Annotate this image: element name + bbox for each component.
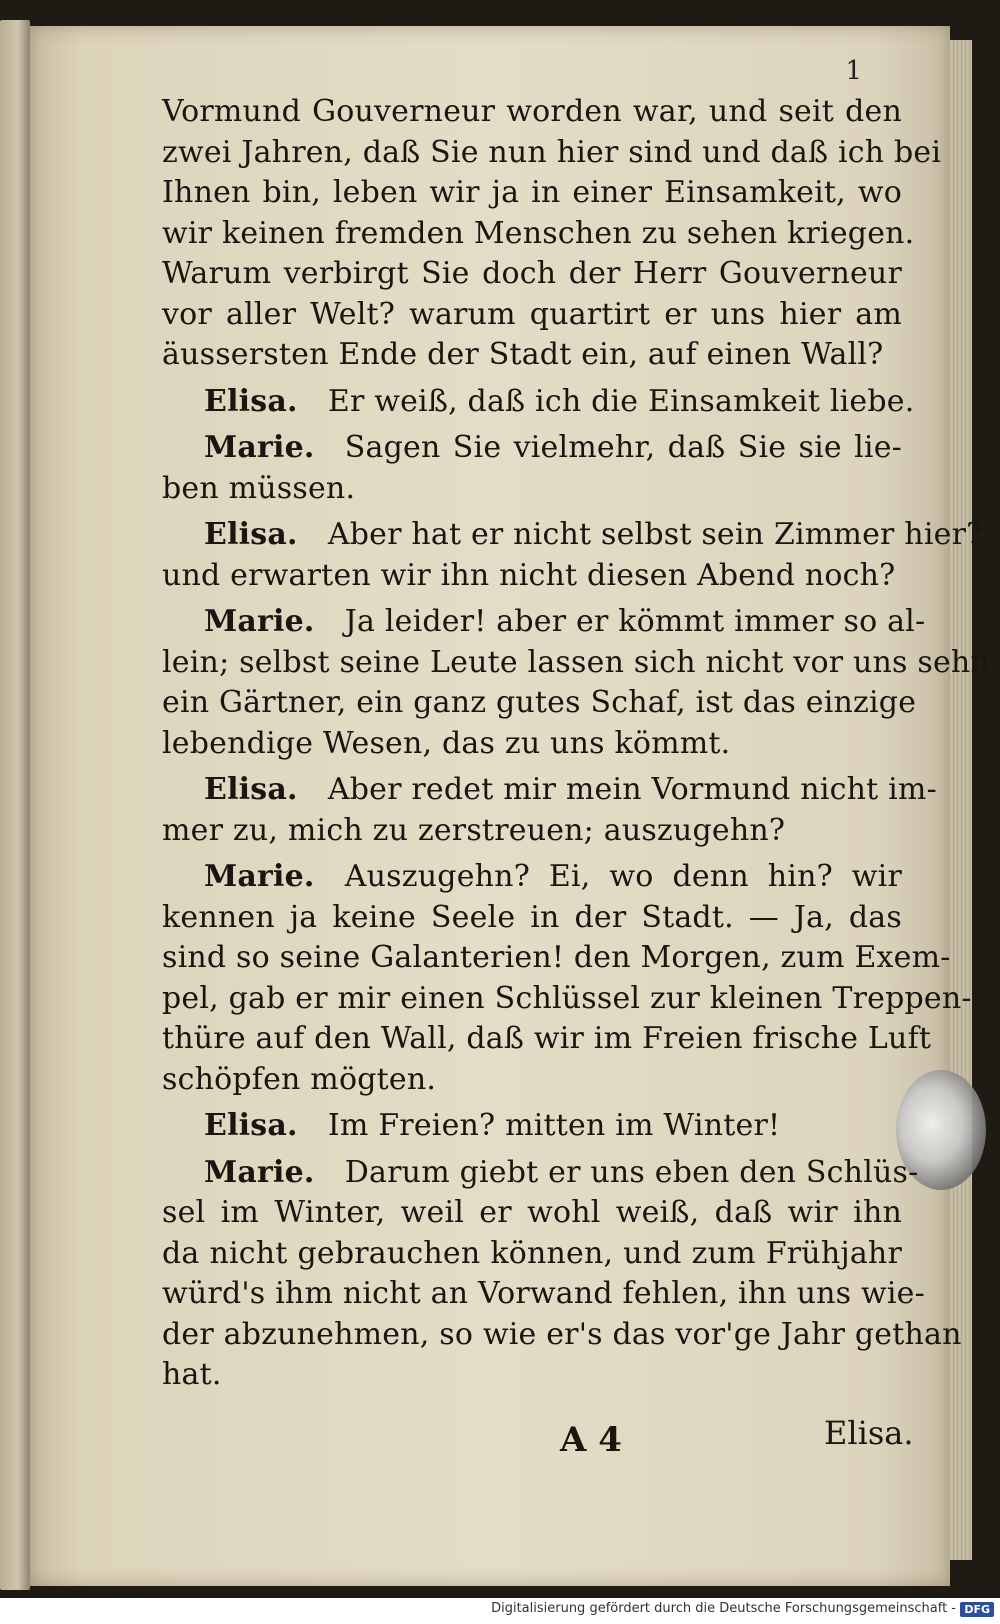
- speaker-name: Marie.: [204, 604, 315, 639]
- credit-bar: [0, 1598, 1000, 1624]
- line-text: Aber redet mir mein Vormund nicht im-: [327, 772, 937, 807]
- line-text: würd's ihm nicht an Vorwand fehlen, ihn uns wie-: [162, 1276, 925, 1311]
- speaker-name: Elisa.: [204, 383, 298, 419]
- speaker-name: Elisa.: [204, 772, 298, 807]
- line-text: Er weiß, daß ich die Einsamkeit liebe.: [327, 383, 915, 419]
- text-line: [162, 643, 1000, 684]
- text-line: [162, 515, 983, 556]
- line-text: kennen ja keine Seele in der Stadt. — Ja, das: [162, 899, 902, 935]
- line-text: wir keinen fremden Menschen zu sehen kriegen.: [162, 215, 915, 251]
- left-page-edge: [0, 20, 30, 1590]
- line-text: ben müssen.: [162, 470, 356, 506]
- text-line: [162, 556, 902, 597]
- text-line: [162, 1355, 902, 1396]
- line-text: da nicht gebrauchen können, und zum Frühjahr: [162, 1235, 902, 1271]
- text-line: [162, 133, 942, 174]
- text-line: [162, 1106, 902, 1147]
- text-line: [162, 857, 902, 898]
- text-line: [162, 254, 902, 295]
- line-text: und erwarten wir ihn nicht diesen Abend noch?: [162, 557, 896, 593]
- text-line: [162, 382, 915, 423]
- line-text: der abzunehmen, so wie er's das vor'ge Jahr gethan: [162, 1316, 962, 1352]
- text-line: [162, 1274, 925, 1315]
- line-text: Vormund Gouverneur worden war, und seit den: [162, 94, 902, 129]
- line-text: Sagen Sie vielmehr, daß Sie sie lie-: [344, 430, 902, 465]
- speaker-name: Elisa.: [204, 1108, 298, 1143]
- text-line: [162, 335, 902, 376]
- line-text: hat.: [162, 1357, 222, 1392]
- text-line: [162, 770, 937, 811]
- text-line: [162, 428, 902, 469]
- line-text: lebendige Wesen, das zu uns kömmt.: [162, 725, 731, 761]
- text-line: [162, 1193, 902, 1234]
- text-line: [162, 683, 917, 724]
- speaker-name: Marie.: [204, 859, 315, 894]
- text-line: [162, 898, 902, 939]
- line-text: Im Freien? mitten im Winter!: [327, 1108, 781, 1143]
- text-line: [162, 173, 902, 214]
- text-line: [162, 214, 915, 255]
- catchword: Elisa.: [824, 1414, 914, 1452]
- line-text: Aber hat er nicht selbst sein Zimmer hier?: [327, 517, 983, 552]
- page-text-body: [162, 92, 1000, 1396]
- corner-mark: 1: [845, 56, 862, 86]
- speaker-name: Elisa.: [204, 517, 298, 552]
- text-line: [162, 938, 951, 979]
- dfg-logo: DFG: [960, 1602, 994, 1617]
- signature-mark: A 4: [560, 1420, 622, 1460]
- text-line: [162, 1315, 962, 1356]
- line-text: Ja leider! aber er kömmt immer so al-: [344, 604, 926, 639]
- line-text: Ihnen bin, leben wir ja in einer Einsamkeit, wo: [162, 175, 902, 210]
- line-text: mer zu, mich zu zerstreuen; auszugehn?: [162, 812, 786, 848]
- line-text: Darum giebt er uns eben den Schlüs-: [344, 1154, 919, 1190]
- credit-text: Digitalisierung gefördert durch die Deutsche Forschungsgemeinschaft -: [491, 1601, 956, 1616]
- text-line: [162, 602, 926, 643]
- text-line: [162, 724, 902, 765]
- line-text: lein; selbst seine Leute lassen sich nicht vor uns sehn;: [162, 644, 1000, 680]
- line-text: thüre auf den Wall, daß wir im Freien frische Luft: [162, 1021, 932, 1056]
- line-text: sind so seine Galanterien! den Morgen, zum Exem-: [162, 940, 951, 975]
- speaker-name: Marie.: [204, 1154, 315, 1190]
- line-text: ein Gärtner, ein ganz gutes Schaf, ist das einzige: [162, 685, 917, 720]
- line-text: sel im Winter, weil er wohl weiß, daß wir ihn: [162, 1195, 902, 1230]
- line-text: Auszugehn? Ei, wo denn hin? wir: [344, 859, 902, 894]
- text-line: [162, 469, 902, 510]
- text-line: [162, 979, 972, 1020]
- text-line: [162, 811, 902, 852]
- text-line: [162, 1153, 919, 1194]
- text-line: [162, 1019, 932, 1060]
- speaker-name: Marie.: [204, 430, 315, 465]
- line-text: äussersten Ende der Stadt ein, auf einen Wall?: [162, 337, 884, 372]
- line-text: pel, gab er mir einen Schlüssel zur kleinen Treppen-: [162, 980, 972, 1016]
- text-line: [162, 295, 902, 336]
- text-line: [162, 1234, 902, 1275]
- line-text: Warum verbirgt Sie doch der Herr Gouverneur: [162, 256, 902, 291]
- line-text: zwei Jahren, daß Sie nun hier sind und daß ich bei: [162, 134, 942, 170]
- text-line: [162, 1060, 902, 1101]
- line-text: vor aller Welt? warum quartirt er uns hier am: [162, 296, 902, 332]
- line-text: schöpfen mögten.: [162, 1061, 437, 1097]
- text-line: [162, 92, 902, 133]
